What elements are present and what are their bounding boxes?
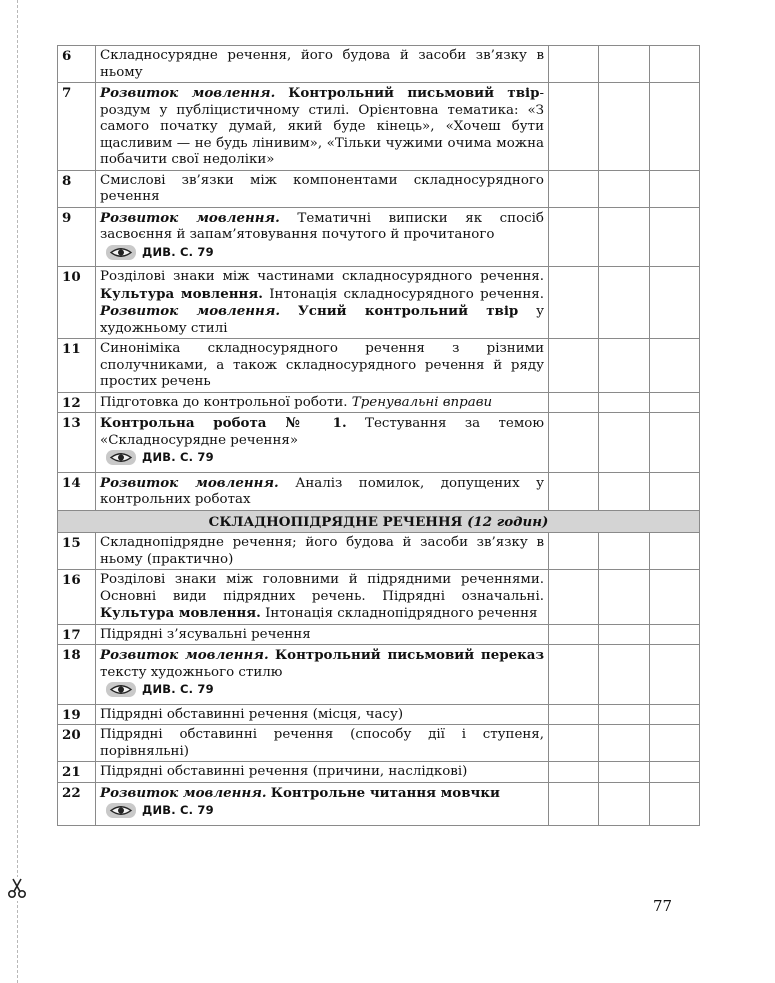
topic-text: Підрядні обставинні речення (місця, часу) <box>100 706 404 722</box>
blank-cell <box>650 170 700 207</box>
blank-cell <box>549 762 599 783</box>
blank-cell <box>650 624 700 645</box>
lesson-number: 13 <box>58 413 96 473</box>
table-row <box>58 339 700 393</box>
table-row <box>58 704 700 725</box>
topic-text: Інтонація складносурядного речення. <box>262 286 544 302</box>
lesson-number: 9 <box>58 207 96 267</box>
blank-cell <box>549 83 599 171</box>
lesson-number: 11 <box>58 339 96 393</box>
see-page-label: ДИВ. С. 79 <box>142 803 214 818</box>
topic-text: Інтонація складнопідрядного речення <box>260 606 538 621</box>
topic-text: Культура мовлення. <box>100 285 263 302</box>
lesson-topic <box>96 170 549 207</box>
lesson-number: 17 <box>58 624 96 645</box>
lesson-number: 16 <box>58 570 96 625</box>
lesson-number: 6 <box>58 46 96 83</box>
lesson-topic <box>96 267 549 339</box>
table-row <box>58 533 700 570</box>
lesson-topic <box>96 533 549 570</box>
blank-cell <box>599 83 650 171</box>
eye-icon <box>106 450 136 465</box>
table-row <box>58 46 700 83</box>
lesson-topic <box>96 207 549 267</box>
topic-text: Розвиток мовлення. <box>100 647 269 663</box>
blank-cell <box>650 645 700 705</box>
lesson-number: 8 <box>58 170 96 207</box>
blank-cell <box>650 207 700 267</box>
table-row <box>58 782 700 825</box>
topic-text: Розвиток мовлення. <box>100 209 280 226</box>
blank-cell <box>549 624 599 645</box>
section-hours: (12 годин) <box>467 513 549 530</box>
topic-text: Складнопідрядне речення; його будова й засоби зв’язку в ньому (практично) <box>100 535 544 567</box>
blank-cell <box>549 725 599 762</box>
blank-cell <box>599 624 650 645</box>
lesson-topic <box>96 782 549 825</box>
blank-cell <box>549 339 599 393</box>
blank-cell <box>549 782 599 825</box>
blank-cell <box>599 170 650 207</box>
blank-cell <box>549 533 599 570</box>
topic-text: Розвиток мовлення. <box>100 474 279 491</box>
lesson-number: 20 <box>58 725 96 762</box>
topic-text: -роздум у публіцистичному стилі. Орієнтовна тематика: «З самого початку думай, який буде кінець», «Хочеш бути щасливим — не будь лінивим», «Тільки чужими очима можна побачити свої недоліки» <box>100 86 544 167</box>
lesson-topic <box>96 46 549 83</box>
lesson-number: 7 <box>58 83 96 171</box>
table-row <box>58 725 700 762</box>
table-row <box>58 624 700 645</box>
topic-text: Контрольний письмовий переказ <box>274 647 544 663</box>
blank-cell <box>549 645 599 705</box>
lesson-topic <box>96 762 549 783</box>
lesson-topic <box>96 339 549 393</box>
blank-cell <box>650 725 700 762</box>
blank-cell <box>599 267 650 339</box>
lesson-number: 18 <box>58 645 96 705</box>
topic-text: Аналіз помилок, допущених у контрольних роботах <box>100 475 544 507</box>
eye-icon <box>106 245 136 260</box>
lesson-topic <box>96 570 549 625</box>
topic-text: Усний контрольний твір <box>297 303 519 319</box>
table-row <box>58 170 700 207</box>
section-header <box>58 510 700 533</box>
lesson-plan-body <box>58 46 700 826</box>
topic-text: Розвиток мовлення. <box>100 85 276 101</box>
topic-text: Підготовка до контрольної роботи. <box>100 394 352 410</box>
topic-text: Розвиток мовлення. <box>100 784 267 801</box>
blank-cell <box>650 83 700 171</box>
blank-cell <box>599 339 650 393</box>
topic-text: Синоніміка складносурядного речення з різними сполучниками, а також складносурядного речення й ряду простих речень <box>100 341 544 389</box>
topic-text: Тематичні виписки як спосіб засвоєння й запам’ятовування почутого й прочитаного <box>100 210 544 242</box>
topic-text: Контрольне читання мовчки <box>270 784 500 801</box>
blank-cell <box>650 413 700 473</box>
blank-cell <box>599 46 650 83</box>
blank-cell <box>549 170 599 207</box>
table-row <box>58 413 700 473</box>
lesson-topic <box>96 704 549 725</box>
topic-text: Складносурядне речення, його будова й засоби зв’язку в ньому <box>100 48 544 80</box>
lesson-topic <box>96 645 549 705</box>
see-reference <box>106 802 214 819</box>
topic-text: у художньому стилі <box>100 304 544 336</box>
blank-cell <box>650 339 700 393</box>
table-row <box>58 83 700 171</box>
table-row <box>58 472 700 510</box>
blank-cell <box>650 570 700 625</box>
blank-cell <box>599 762 650 783</box>
table-row <box>58 392 700 413</box>
blank-cell <box>549 267 599 339</box>
lesson-topic <box>96 83 549 171</box>
see-reference <box>106 244 214 261</box>
topic-text: Розвиток мовлення. <box>100 303 281 319</box>
table-row <box>58 207 700 267</box>
lesson-topic <box>96 413 549 473</box>
eye-icon <box>106 803 136 818</box>
blank-cell <box>549 704 599 725</box>
blank-cell <box>650 704 700 725</box>
topic-text: Підрядні обставинні речення (причини, наслідкові) <box>100 764 468 779</box>
lesson-number: 12 <box>58 392 96 413</box>
page-number: 77 <box>653 897 673 915</box>
blank-cell <box>549 413 599 473</box>
lesson-number: 22 <box>58 782 96 825</box>
topic-text: Розділові знаки між частинами складносурядного речення. <box>100 269 544 284</box>
see-reference <box>106 449 214 466</box>
lesson-topic <box>96 392 549 413</box>
blank-cell <box>650 392 700 413</box>
section-header-row <box>58 510 700 533</box>
lesson-topic <box>96 624 549 645</box>
topic-text: тексту художнього стилю <box>100 664 283 680</box>
topic-text: Розділові знаки між головними й підрядними реченнями. Основні види підрядних речень. Підрядні означальні. <box>100 572 544 604</box>
topic-text: Контрольна робота № 1. <box>100 415 347 431</box>
topic-text: Смислові зв’язки між компонентами складносурядного речення <box>100 172 544 204</box>
topic-text <box>275 86 288 101</box>
blank-cell <box>650 267 700 339</box>
scissors-icon <box>5 877 29 901</box>
blank-cell <box>599 570 650 625</box>
see-reference <box>106 681 214 698</box>
table-row <box>58 645 700 705</box>
lesson-plan-table <box>57 45 700 826</box>
topic-text: Тренувальні вправи <box>351 394 493 410</box>
blank-cell <box>599 645 650 705</box>
blank-cell <box>599 533 650 570</box>
lesson-topic <box>96 725 549 762</box>
blank-cell <box>650 46 700 83</box>
blank-cell <box>599 413 650 473</box>
topic-text: Підрядні з’ясувальні речення <box>100 626 311 642</box>
blank-cell <box>650 472 700 510</box>
blank-cell <box>650 782 700 825</box>
topic-text: Підрядні обставинні речення (способу дії і ступеня, порівняльні) <box>100 727 544 759</box>
blank-cell <box>549 207 599 267</box>
cut-line <box>17 0 18 983</box>
topic-text: Тестування за темою «Складносурядне речення» <box>100 416 544 448</box>
lesson-number: 19 <box>58 704 96 725</box>
lesson-number: 10 <box>58 267 96 339</box>
blank-cell <box>549 46 599 83</box>
blank-cell <box>549 472 599 510</box>
table-row <box>58 570 700 625</box>
topic-text <box>280 304 298 319</box>
topic-text: Контрольний письмовий твір <box>288 85 540 101</box>
blank-cell <box>599 782 650 825</box>
blank-cell <box>549 392 599 413</box>
blank-cell <box>599 704 650 725</box>
blank-cell <box>650 533 700 570</box>
lesson-number: 14 <box>58 472 96 510</box>
table-row <box>58 267 700 339</box>
eye-icon <box>106 682 136 697</box>
blank-cell <box>599 725 650 762</box>
see-page-label: ДИВ. С. 79 <box>142 450 214 465</box>
section-title: СКЛАДНОПІДРЯДНЕ РЕЧЕННЯ <box>208 513 463 530</box>
blank-cell <box>549 570 599 625</box>
blank-cell <box>599 472 650 510</box>
topic-text: Культура мовлення. <box>100 605 261 621</box>
lesson-topic <box>96 472 549 510</box>
blank-cell <box>599 207 650 267</box>
table-row <box>58 762 700 783</box>
lesson-number: 21 <box>58 762 96 783</box>
see-page-label: ДИВ. С. 79 <box>142 682 214 697</box>
lesson-number: 15 <box>58 533 96 570</box>
blank-cell <box>650 762 700 783</box>
blank-cell <box>599 392 650 413</box>
see-page-label: ДИВ. С. 79 <box>142 244 214 259</box>
